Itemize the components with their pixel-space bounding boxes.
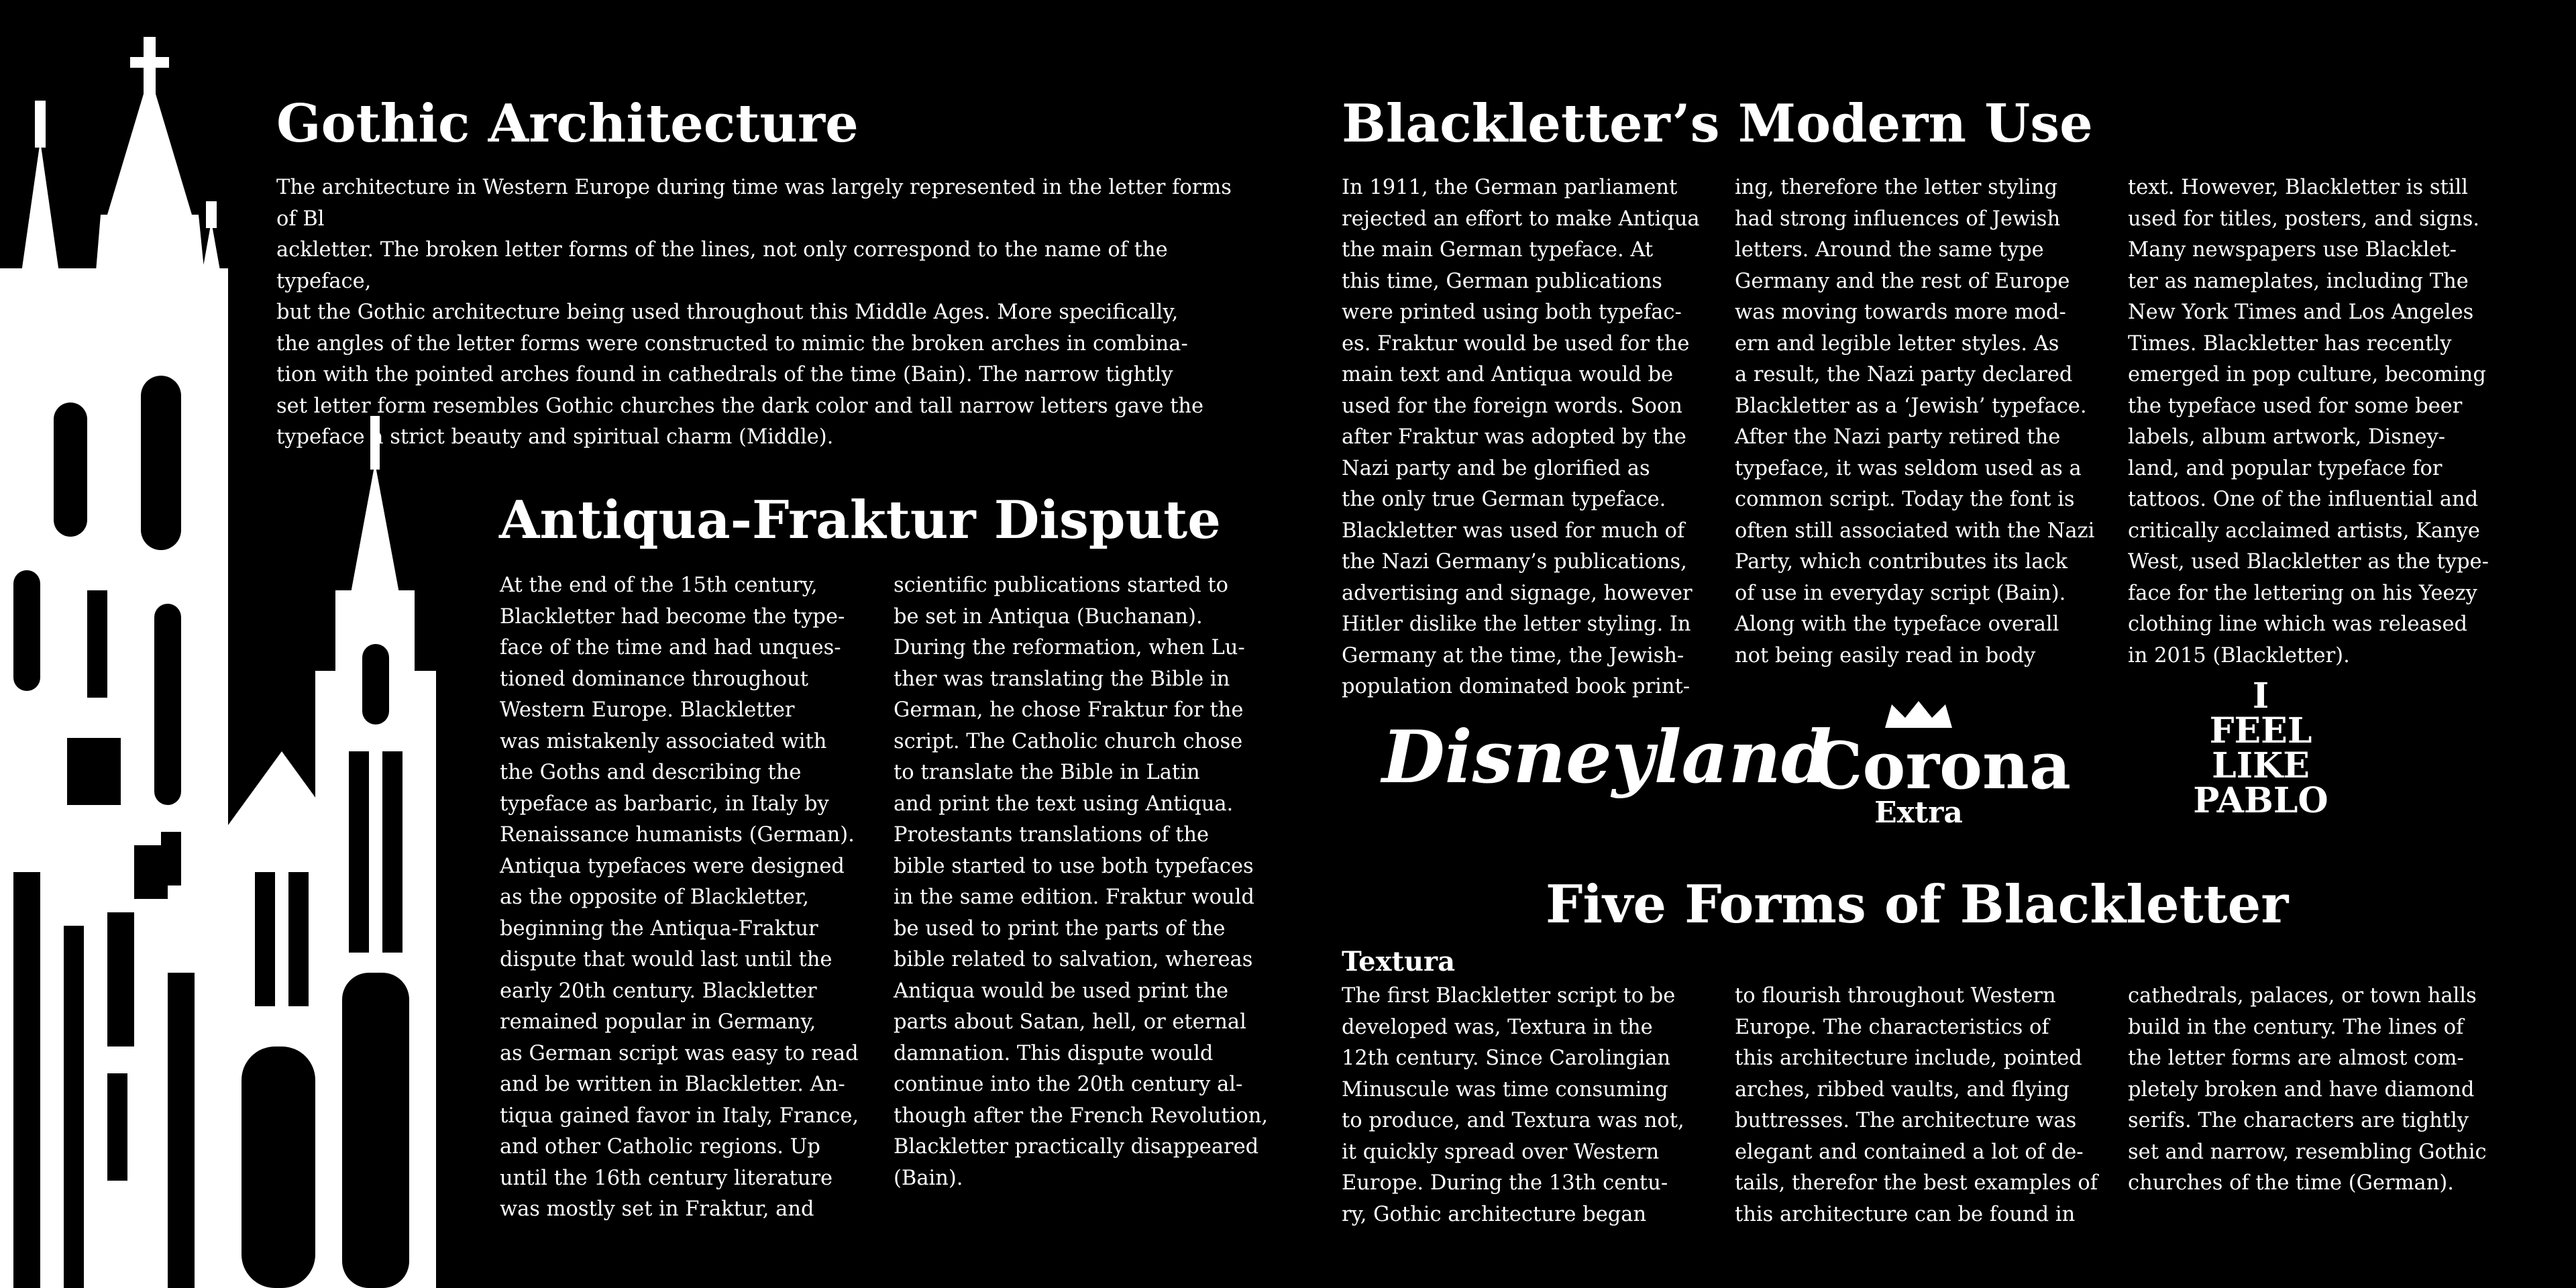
modern-col-3: text. However, Blackletter is still used for titles, posters, and signs. Many newspapers use Blacklet- ter as nameplates, including The New York Times and Los Angeles Times. Blackletter has recently emerged in pop culture, becoming the typeface used for some beer labels, album artwork, Disney- land, and popular typeface for tattoos. One of the influential and critically acclaimed artists, Kanye West, used Blackletter as the type- face for the lettering on his Yeezy clothing line which was released in 2015 (Blackletter). xyxy=(2128,176,2489,667)
forms-subtitle: Textura xyxy=(1342,946,1456,977)
corona-logo xyxy=(1811,698,2072,830)
forms-col-3: cathedrals, palaces, or town halls build in the century. The lines of the letter forms are almost com- pletely broken and have diamond serifs. The characters are tightly set and narrow, resembling Gothic churches of the time (German). xyxy=(2128,984,2487,1195)
dispute-title: Antiqua-Fraktur Dispute xyxy=(499,490,1221,551)
dispute-col-1: At the end of the 15th century, Blackletter had become the type- face of the time and had unques- tioned dominance throughout Western Europe. Blackletter was mistakenly associated with the Goths and describing the typeface as barbaric, in Italy by Renaissance humanists (German). Antiqua typefaces were designed as the opposite of Blackletter, beginning the Antiqua-Fraktur dispute that would last until the early 20th century. Blackletter remained popular in Germany, as German script was easy to read and be written in Blackletter. An- tiqua gained favor in Italy, France, and other Catholic regions. Up until the 16th century literature was mostly set in Fraktur, and xyxy=(500,574,859,1221)
modern-title: Blackletter’s Modern Use xyxy=(1342,93,2093,154)
crown-icon xyxy=(1878,698,1959,731)
forms-col-2: to flourish throughout Western Europe. The characteristics of this architecture include, pointed arches, ribbed vaults, and flying buttresses. The architecture was elegant and contained a lot of de- tails, therefor the best examples of this architecture can be found in xyxy=(1735,984,2098,1226)
gothic-title: Gothic Architecture xyxy=(276,93,859,154)
gothic-body: The architecture in Western Europe during time was largely represented in the letter forms of Bl ackletter. The broken letter forms of the lines, not only correspond to the name of the typeface, but the Gothic architecture being used throughout this Middle Ages. More specifically, the angles of the letter forms were constructed to mimic the broken arches in combina- tion with the pointed arches found in cathedrals of the time (Bain). The narrow tightly set letter form resembles Gothic churches the dark color and tall narrow letters gave the typeface a strict beauty and spiritual charm (Middle). xyxy=(276,176,1232,449)
dispute-col-2: scientific publications started to be set in Antiqua (Buchanan). During the reformation, when Lu- ther was translating the Bible in German, he chose Fraktur for the script. The Catholic church chose to translate the Bible in Latin and print the text using Antiqua. Protestants translations of the bible started to use both typefaces in the same edition. Fraktur would be used to print the parts of the bible related to salvation, whereas Antiqua would be used print the parts about Satan, hell, or eternal damnation. This dispute would continue into the 20th century al- though after the French Revolution, Blackletter practically disappeared (Bain). xyxy=(894,574,1269,1190)
corona-extra: Extra xyxy=(1874,796,1963,830)
forms-col-1: The first Blackletter script to be developed was, Textura in the 12th century. Since Carolingian Minuscule was time consuming to produce, and Textura was not, it quickly spread over Western Europe. During the 13th centu- ry, Gothic architecture began xyxy=(1342,984,1684,1226)
pablo-logo: I FEEL LIKE PABLO xyxy=(2193,676,2328,821)
disneyland-logo: Disneyland xyxy=(1382,715,1832,800)
forms-title: Five Forms of Blackletter xyxy=(1546,874,2289,935)
corona-word: Corona xyxy=(1811,728,2072,804)
modern-col-1: In 1911, the German parliament rejected an effort to make Antiqua the main German typeface. At this time, German publications were printed using both typefac- es. Fraktur would be used for the main text and Antiqua would be used for the foreign words. Soon after Fraktur was adopted by the Nazi party and be glorified as the only true German typeface. Blackletter was used for much of the Nazi Germany’s publications, advertising and signage, however Hitler dislike the letter styling. In Germany at the time, the Jewish- population dominated book print- xyxy=(1342,176,1700,698)
modern-col-2: ing, therefore the letter styling had strong influences of Jewish letters. Around the same type Germany and the rest of Europe was moving towards more mod- ern and legible letter styles. As a result, the Nazi party declared Blackletter as a ‘Jewish’ typeface. After the Nazi party retired the typeface, it was seldom used as a common script. Today the font is often still associated with the Nazi Party, which contributes its lack of use in everyday script (Bain). Along with the typeface overall not being easily read in body xyxy=(1735,176,2095,667)
